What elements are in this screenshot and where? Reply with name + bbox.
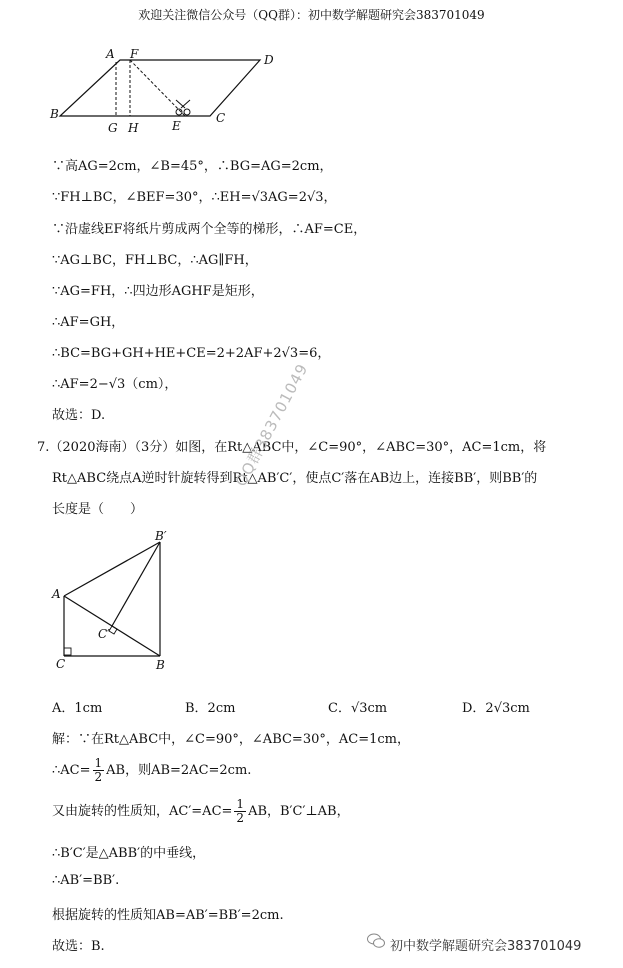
triangle-figure <box>40 528 190 673</box>
sol7-line5: ∴AB′=BB′. <box>52 873 120 888</box>
scissors-icon <box>176 100 190 115</box>
sol7-line1: 解：∵在Rt△ABC中，∠C=90°，∠ABC=30°，AC=1cm， <box>52 732 410 747</box>
label-d: D <box>264 53 274 67</box>
sol6-line1: ∵高AG=2cm，∠B=45°，∴BG=AG=2cm， <box>52 159 333 174</box>
frac-denominator: 2 <box>94 770 103 784</box>
sol6-line7: ∴BC=BG+GH+HE+CE=2+2AF+2√3=6， <box>52 346 331 361</box>
sol6-line6: ∴AF=GH， <box>52 315 125 330</box>
watermark: QQ群383701049 <box>231 360 312 490</box>
sol7-line2 <box>52 757 251 784</box>
option-b[interactable]: B．2cm <box>185 701 236 716</box>
parallelogram-figure <box>40 48 290 138</box>
label-c2: C <box>56 657 66 671</box>
right-angle-c <box>64 648 71 655</box>
label-e: E <box>172 119 181 133</box>
option-a[interactable]: A．1cm <box>52 701 103 716</box>
sol6-line4: ∵AG⊥BC，FH⊥BC，∴AG∥FH， <box>52 253 258 268</box>
fraction-one-half-2 <box>234 798 246 825</box>
parallelogram-outline <box>60 60 260 116</box>
frac-denominator-2: 2 <box>236 811 245 825</box>
sol6-line5: ∵AG=FH，∴四边形AGHF是矩形， <box>52 284 264 299</box>
label-g: G <box>108 121 118 135</box>
sol7-line4: ∴B′C′是△ABB′的中垂线， <box>52 846 206 861</box>
frac-numerator-2: 1 <box>236 797 245 811</box>
sol7-line3-end: AB，B′C′⊥AB， <box>248 804 350 819</box>
label-c: C <box>216 111 226 125</box>
label-a2: A <box>52 587 61 601</box>
label-b: B <box>50 107 59 121</box>
label-h: H <box>128 121 139 135</box>
sol6-line3: ∵沿虚线EF将纸片剪成两个全等的梯形，∴AF=CE， <box>52 222 367 237</box>
label-f: F <box>130 48 139 61</box>
sol6-line8: ∴AF=2−√3（cm）， <box>52 377 178 392</box>
cut-line-ef <box>130 60 185 116</box>
footer-brand: 初中数学解题研究会383701049 <box>390 939 582 954</box>
q7-line1: 7.（2020海南）（3分）如图，在Rt△ABC中，∠C=90°，∠ABC=30°，AC=1cm，将 <box>37 440 547 455</box>
label-a: A <box>106 48 115 61</box>
sol7-line2-start: ∴AC= <box>52 763 91 778</box>
sol7-line3-start: 又由旋转的性质知，AC′=AC= <box>52 804 233 819</box>
label-b2: B <box>156 658 165 672</box>
frac-numerator: 1 <box>94 756 103 770</box>
side-ab1 <box>64 542 160 596</box>
wechat-icon <box>367 933 385 949</box>
sol6-line2: ∵FH⊥BC，∠BEF=30°，∴EH=√3AG=2√3， <box>52 190 337 205</box>
q7-line3: 长度是（ ） <box>52 502 144 517</box>
option-c[interactable]: C．√3cm <box>328 701 388 716</box>
side-b1c1 <box>112 542 160 626</box>
q7-line2: Rt△ABC绕点A逆时针旋转得到Rt△AB′C′，使点C′落在AB边上，连接BB′，则BB′的 <box>52 471 538 486</box>
fraction-one-half <box>93 757 105 784</box>
page-header: 欢迎关注微信公众号（QQ群）：初中数学解题研究会383701049 <box>138 8 485 22</box>
label-b-prime: B′ <box>155 529 167 543</box>
sol6-answer: 故选：D. <box>52 408 106 423</box>
option-d[interactable]: D．2√3cm <box>462 701 530 716</box>
sol7-line6: 根据旋转的性质知AB=AB′=BB′=2cm. <box>52 908 284 923</box>
sol7-line3 <box>52 798 350 825</box>
sol7-line2-end: AB，则AB=2AC=2cm. <box>106 763 252 778</box>
label-c-prime: C′ <box>98 627 110 641</box>
sol7-answer: 故选：B. <box>52 939 105 954</box>
